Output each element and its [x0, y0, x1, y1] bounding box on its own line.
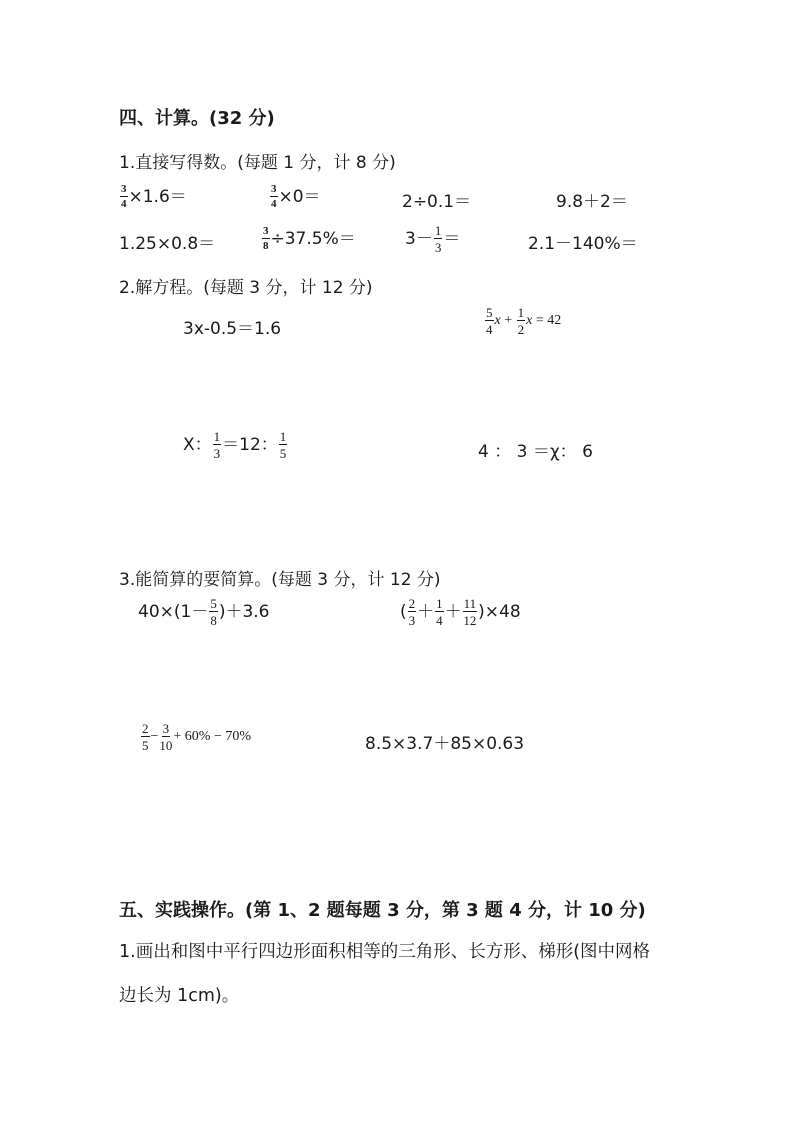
q1-heading: 1.直接写得数。(每题 1 分，计 8 分)	[119, 153, 396, 173]
q1-item-d: 9.8＋2＝	[556, 192, 628, 212]
fraction: $\frac{2}{3}$	[408, 596, 416, 628]
fraction: $\frac{1}{3}$	[213, 429, 221, 461]
fraction: $\frac{1}{5}$	[279, 429, 287, 461]
q2-equation-2: $\frac{5}{4}$ x + $\frac{1}{2}$ x = 42	[486, 305, 562, 337]
q3-expression-4: 8.5×3.7＋85×0.63	[365, 734, 525, 754]
q1-item-c: 2÷0.1＝	[402, 192, 472, 212]
q3-heading: 3.能简算的要简算。(每题 3 分，计 12 分)	[119, 570, 441, 590]
section5-title: 五、实践操作。(第 1、2 题每题 3 分，第 3 题 4 分，计 10 分)	[119, 900, 646, 921]
q3-expression-1: 40×(1－ $\frac{5}{8}$ )＋3.6	[138, 596, 270, 628]
fraction: $\frac{1}{2}$	[517, 305, 525, 337]
q1-item-e: 1.25×0.8＝	[119, 234, 216, 254]
section5-q1-line1: 1.画出和图中平行四边形面积相等的三角形、长方形、梯形(图中网格	[119, 942, 651, 962]
fraction: $\frac{5}{4}$	[486, 305, 493, 337]
q2-heading: 2.解方程。(每题 3 分，计 12 分)	[119, 278, 373, 298]
fraction: $\frac{3}{4}$	[121, 183, 127, 210]
q1-item-b: $\frac{3}{4}$ ×0＝	[271, 183, 321, 210]
q2-equation-1: 3x-0.5＝1.6	[183, 319, 282, 339]
q3-expression-2: ( $\frac{2}{3}$ ＋ $\frac{1}{4}$ ＋ $\frac{11}{12}$ )×48	[400, 596, 521, 628]
fraction: $\frac{1}{3}$	[434, 223, 442, 255]
fraction: $\frac{3}{10}$	[159, 721, 173, 753]
fraction: $\frac{5}{8}$	[210, 596, 217, 628]
fraction: $\frac{3}{4}$	[271, 183, 277, 210]
fraction: $\frac{11}{12}$	[463, 596, 477, 628]
fraction: $\frac{1}{4}$	[436, 596, 443, 628]
section4-title: 四、计算。(32 分)	[119, 108, 275, 129]
fraction: $\frac{3}{8}$	[263, 225, 269, 252]
q3-expression-3: $\frac{2}{5}$ − $\frac{3}{10}$ + 60% − 70%	[142, 721, 252, 753]
q1-item-f: $\frac{3}{8}$ ÷37.5%＝	[263, 225, 356, 252]
fraction: $\frac{2}{5}$	[142, 721, 149, 753]
q2-equation-3: X： $\frac{1}{3}$ ＝12： $\frac{1}{5}$	[183, 429, 287, 461]
q2-equation-4: 4 ： 3 ＝χ： 6	[478, 442, 593, 462]
q1-item-h: 2.1－140%＝	[528, 234, 638, 254]
q1-item-g: 3－ $\frac{1}{3}$ ＝	[405, 223, 461, 255]
section5-q1-line2: 边长为 1cm)。	[119, 986, 240, 1006]
q1-item-a: $\frac{3}{4}$ ×1.6＝	[121, 183, 187, 210]
